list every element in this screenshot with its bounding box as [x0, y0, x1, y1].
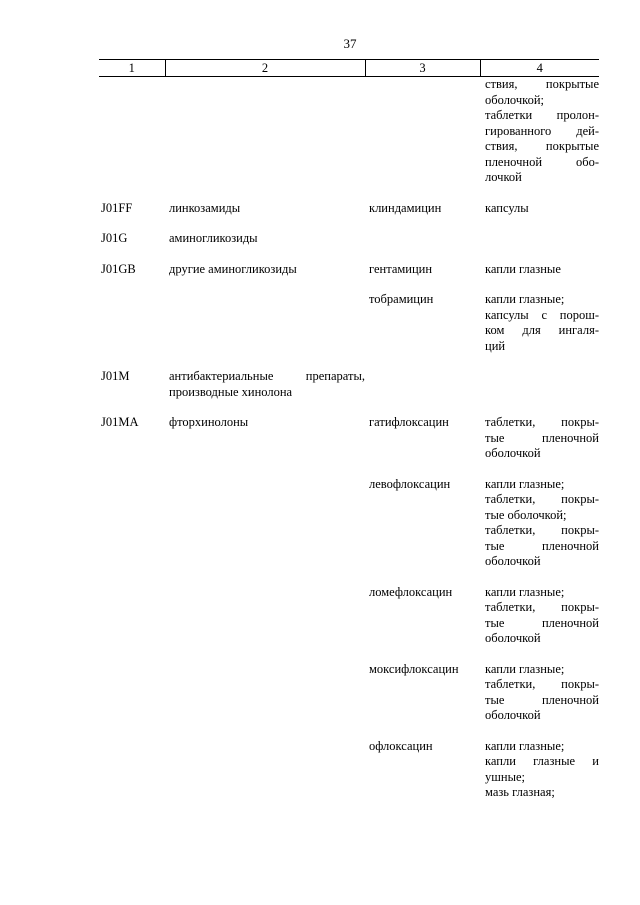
- dosage-form-line: оболочкой: [485, 631, 541, 645]
- dosage-form-line: таблетки, покры-: [485, 415, 599, 429]
- dosage-form-line: оболочкой;: [485, 92, 544, 107]
- group-cell: [165, 662, 365, 739]
- dosage-form-line: таблетки, покры-: [485, 600, 599, 614]
- substance-cell: офлоксацин: [369, 738, 433, 753]
- substance-cell: ломефлоксацин: [369, 584, 453, 599]
- table-row: [99, 415, 599, 477]
- atc-code-cell: [99, 77, 165, 201]
- substance-cell: [365, 369, 480, 415]
- dosage-form-cell: [480, 739, 599, 816]
- dosage-form-cell: [480, 369, 599, 415]
- table-row: [99, 477, 599, 585]
- dosage-form-line: лочкой: [485, 170, 522, 184]
- table-row: [99, 585, 599, 662]
- substance-cell: гентамицин: [369, 261, 433, 276]
- column-header-forms: 4: [480, 60, 599, 77]
- dosage-form-line: капсулы с порош-: [485, 307, 599, 322]
- dosage-form-line: капли глазные и: [485, 754, 599, 768]
- dosage-form-line: капсулы: [485, 200, 529, 215]
- substance-cell: моксифлоксацин: [369, 661, 459, 676]
- dosage-form-line: капли глазные;: [485, 661, 565, 676]
- group-cell: [165, 369, 365, 415]
- dosage-form-line: оболочкой: [485, 446, 541, 460]
- dosage-form-cell: [480, 662, 599, 739]
- group-cell: [165, 292, 365, 369]
- dosage-form-cell: [480, 585, 599, 662]
- group-cell: [165, 477, 365, 585]
- substance-cell: гатифлоксацин: [369, 415, 449, 429]
- dosage-form-line: оболочкой: [485, 708, 541, 722]
- dosage-form-cell: [480, 292, 599, 369]
- table-row: [99, 231, 599, 262]
- table-row: [99, 262, 599, 293]
- dosage-form-line: таблетки, покры-: [485, 492, 599, 506]
- atc-code-cell: J01G: [101, 231, 128, 245]
- medication-table: [99, 59, 599, 816]
- dosage-form-cell: [480, 231, 599, 262]
- table-row: [99, 369, 599, 415]
- dosage-form-line: ствия, покрытые: [485, 139, 599, 153]
- dosage-form-line: ком для ингаля-: [485, 323, 599, 337]
- dosage-form-line: тые пленочной: [485, 538, 599, 553]
- column-header-group: 2: [165, 60, 365, 77]
- dosage-form-line: ствия, покрытые: [485, 77, 599, 91]
- dosage-form-line: пленочной обо-: [485, 154, 599, 169]
- dosage-form-line: оболочкой: [485, 554, 541, 568]
- dosage-form-cell: [480, 262, 599, 293]
- substance-cell: левофлоксацин: [369, 476, 451, 491]
- dosage-form-line: капли глазные;: [485, 292, 565, 306]
- dosage-form-line: ушные;: [485, 769, 525, 784]
- table-row: [99, 201, 599, 232]
- dosage-form-line: капли глазные;: [485, 738, 565, 753]
- dosage-form-line: гированного дей-: [485, 123, 599, 138]
- header-row: [99, 60, 599, 77]
- substance-cell: [365, 77, 480, 201]
- group-cell: [165, 585, 365, 662]
- page-number: 37: [343, 36, 357, 51]
- dosage-form-line: таблетки, покры-: [485, 523, 599, 537]
- group-cell: линкозамиды: [169, 200, 241, 215]
- group-cell: аминогликозиды: [169, 231, 258, 245]
- dosage-form-line: таблетки, покры-: [485, 677, 599, 691]
- dosage-form-line: тые пленочной: [485, 615, 599, 630]
- dosage-form-line: таблетки пролон-: [485, 108, 599, 122]
- dosage-form-cell: [480, 77, 599, 201]
- atc-code-cell: [99, 662, 165, 739]
- group-cell: другие аминогликозиды: [169, 261, 297, 276]
- table-body: [99, 77, 599, 816]
- table-row: [99, 77, 599, 201]
- atc-code-cell: J01MA: [101, 415, 139, 429]
- dosage-form-cell: [480, 477, 599, 585]
- substance-cell: [365, 231, 480, 262]
- dosage-form-line: тые пленочной: [485, 692, 599, 707]
- atc-code-cell: [99, 585, 165, 662]
- column-header-code: 1: [99, 60, 165, 77]
- substance-cell: клиндамицин: [369, 200, 442, 215]
- dosage-form-line: тые пленочной: [485, 430, 599, 445]
- atc-code-cell: J01FF: [101, 200, 133, 215]
- table-row: [99, 739, 599, 816]
- atc-code-cell: J01M: [101, 369, 130, 383]
- column-header-substance: 3: [365, 60, 480, 77]
- atc-code-cell: [99, 477, 165, 585]
- atc-code-cell: [99, 292, 165, 369]
- table-row: [99, 292, 599, 369]
- group-line: производные хинолона: [169, 384, 293, 399]
- substance-cell: тобрамицин: [369, 292, 434, 306]
- dosage-form-line: тые оболочкой;: [485, 507, 567, 522]
- atc-code-cell: J01GB: [101, 261, 136, 276]
- dosage-form-cell: [480, 201, 599, 232]
- group-cell: фторхинолоны: [169, 415, 249, 429]
- group-cell: [165, 77, 365, 201]
- dosage-form-line: капли глазные;: [485, 476, 565, 491]
- table-row: [99, 662, 599, 739]
- dosage-form-line: мазь глазная;: [485, 785, 555, 799]
- group-cell: [165, 739, 365, 816]
- atc-code-cell: [99, 739, 165, 816]
- dosage-form-cell: [480, 415, 599, 477]
- dosage-form-line: ций: [485, 338, 506, 353]
- dosage-form-line: капли глазные: [485, 261, 561, 276]
- dosage-form-line: капли глазные;: [485, 584, 565, 599]
- group-line: антибактериальные препараты,: [169, 369, 365, 383]
